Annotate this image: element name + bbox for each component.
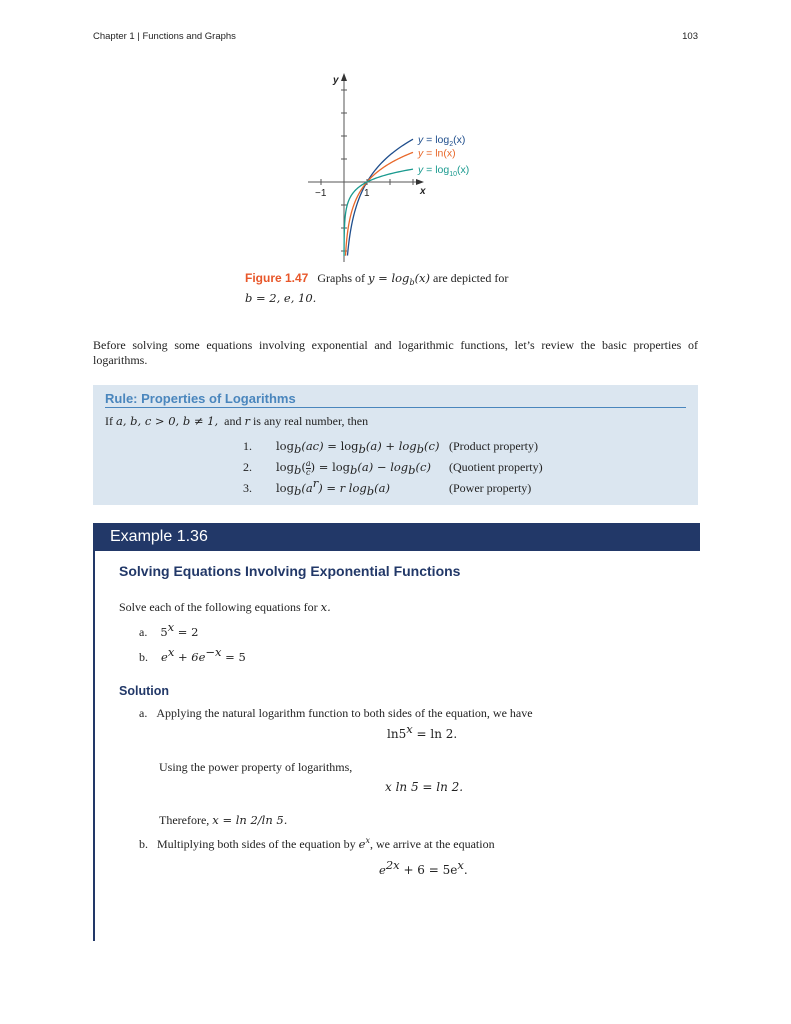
- x-tick-label: −1: [315, 188, 327, 199]
- solution-a-eq2: x ln 5 = ln 2.: [385, 780, 464, 794]
- legend-label-ln: y = ln(x): [418, 147, 456, 160]
- caption-text: Graphs of: [317, 271, 366, 285]
- property-number: 1.: [243, 439, 252, 453]
- curve-ln: [346, 152, 414, 255]
- solution-a-text1: a. Applying the natural logarithm function to both sides of the equation, we have: [139, 706, 533, 720]
- example-label: Example 1.36: [93, 523, 700, 551]
- x-axis-arrow: [416, 179, 424, 185]
- property-name: (Quotient property): [449, 460, 543, 474]
- caption-tail: are depicted for: [433, 271, 509, 285]
- intro-paragraph: Before solving some equations involving exponential and logarithmic functions, let’s review the basic properties of logarithms.: [93, 338, 698, 367]
- caption-line2: b = 2, e, 10.: [245, 291, 317, 305]
- axes: [308, 73, 426, 262]
- problem-label: b.: [139, 650, 148, 664]
- caption-eq-sub: b: [409, 278, 415, 287]
- chapter-title: Chapter 1 | Functions and Graphs: [93, 31, 236, 42]
- caption-equation: [368, 271, 430, 285]
- solution-a-text2: Using the power property of logarithms,: [159, 760, 353, 774]
- rule-intro-cond: a, b, c > 0, b ≠ 1,: [116, 414, 219, 428]
- rule-box: [93, 385, 698, 505]
- property-number: 2.: [243, 460, 252, 474]
- property-equation: $\log_b(ac) = \log_b(a) + \log_b(c)$: [276, 439, 440, 456]
- x-axis-label: x: [420, 186, 426, 197]
- property-equation: $\log_b(a^r) = r$ $\log_b(a)$: [276, 476, 390, 498]
- log-graph: [300, 65, 500, 265]
- property-name: (Power property): [449, 481, 532, 495]
- example-prompt: Solve each of the following equations for x.: [119, 600, 331, 614]
- rule-intro-mid: and: [224, 414, 242, 428]
- rule-intro-var: r: [244, 414, 250, 428]
- property-name: (Product property): [449, 439, 538, 453]
- caption-eq-arg: (x): [414, 271, 431, 285]
- legend-labels: [417, 134, 469, 178]
- figure-caption: [245, 268, 535, 308]
- example-title: Solving Equations Involving Exponential Functions: [119, 563, 461, 579]
- rule-intro-post: is any real number, then: [252, 414, 369, 428]
- legend-label-log10: $y = \log_{10}(x)$: [418, 164, 470, 179]
- solution-heading: Solution: [119, 684, 169, 698]
- example-box: [93, 523, 698, 941]
- curves: [344, 139, 413, 256]
- page-header: [93, 31, 698, 45]
- rule-intro-pre: If: [105, 414, 113, 428]
- figure-number: Figure 1.47: [245, 271, 309, 285]
- legend-label-log2: $y = \log_2(x)$: [418, 134, 466, 149]
- solution-b-text1: b. Multiplying both sides of the equation by $e^x$, we arrive at the equation: [139, 836, 495, 851]
- y-axis-arrow: [341, 73, 347, 81]
- caption-eq-main: y = log: [368, 271, 410, 285]
- solution-b-eq1: $e^{2x} + 6 = 5e^x$.: [379, 858, 468, 877]
- problem-label: a.: [139, 625, 148, 639]
- x-tick-label: 1: [364, 188, 370, 199]
- problem-a: a. $5^x = 2$: [139, 620, 199, 639]
- property-equation: $\log_b$( $\frac{a}{c}$ ) = $\log_b(a) - \log_b(c)$: [276, 458, 431, 477]
- property-number: 3.: [243, 481, 252, 495]
- rule-title: Rule: Properties of Logarithms: [105, 391, 686, 408]
- y-axis-label: y: [333, 75, 339, 86]
- solution-a-eq1: $\ln 5^x = \ln 2$.: [387, 722, 458, 741]
- problem-b: b. $e^x + 6e^{-x} = 5$: [139, 645, 246, 664]
- solution-a-text3: Therefore, x = ln 2/ln 5.: [159, 813, 288, 827]
- rule-intro: [105, 414, 368, 429]
- page-number: 103: [682, 31, 698, 42]
